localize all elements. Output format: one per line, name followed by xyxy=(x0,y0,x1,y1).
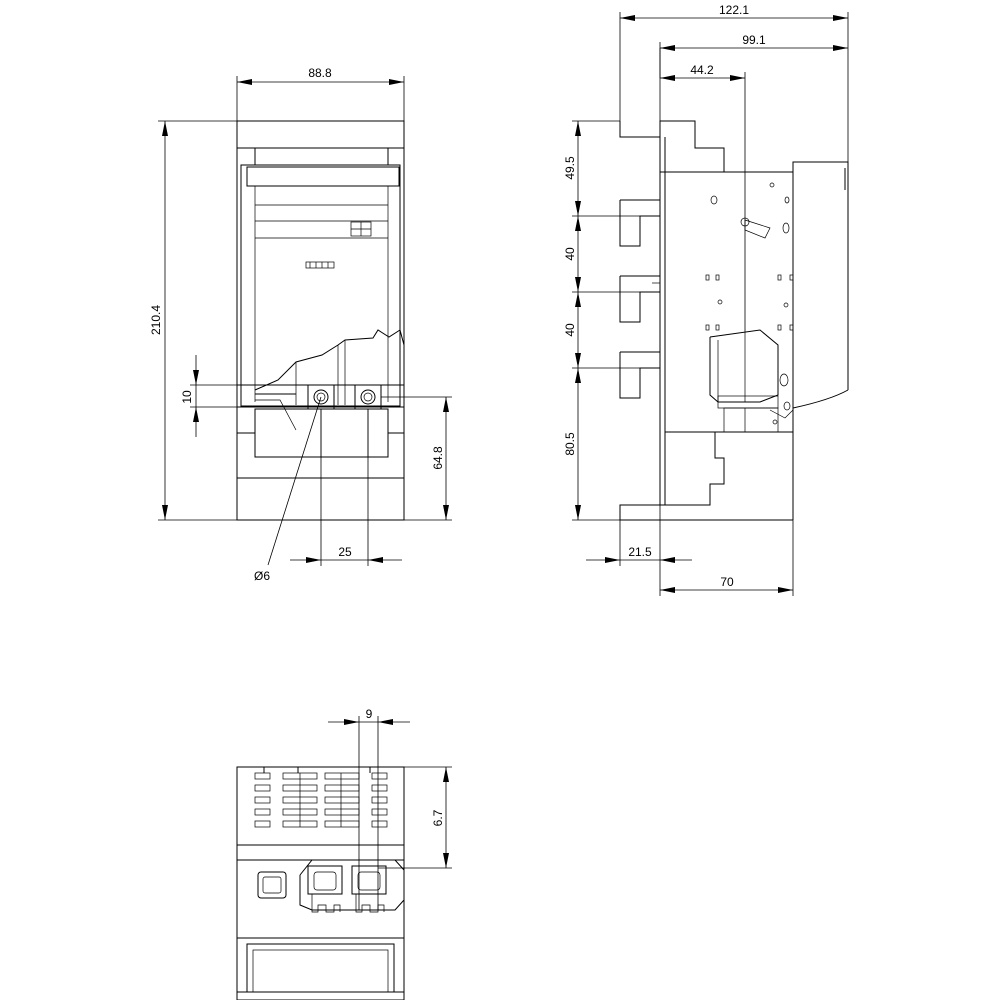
connector-left xyxy=(258,872,286,898)
dim-terminal-width: 9 xyxy=(365,707,373,721)
front-view xyxy=(237,121,404,520)
front-housing-outline xyxy=(237,121,404,520)
dim-overall-depth: 122.1 xyxy=(718,3,750,17)
side-view xyxy=(620,121,848,520)
screw-right xyxy=(361,390,375,404)
bottom-drawer xyxy=(247,944,394,992)
dim-pitch-2: 40 xyxy=(563,323,577,337)
cover-grip xyxy=(247,167,399,186)
dim-terminal-depth: 6.7 xyxy=(431,809,445,827)
dim-rail-offset: 21.5 xyxy=(628,545,652,559)
dim-body-depth: 70 xyxy=(720,575,734,589)
bottom-view xyxy=(237,767,404,1000)
dim-pitch-bottom: 80.5 xyxy=(563,432,577,456)
dim-front-width: 88.8 xyxy=(308,66,332,80)
dim-front-height: 210.4 xyxy=(149,304,163,336)
terminal-right xyxy=(355,385,381,409)
dim-front-offset: 10 xyxy=(180,390,194,404)
dim-hole-diameter: Ø6 xyxy=(253,569,271,583)
dim-pitch-1: 40 xyxy=(563,247,577,261)
front-cover xyxy=(241,165,400,406)
dim-pitch-top: 49.5 xyxy=(563,156,577,180)
front-view-dimensions xyxy=(158,76,452,566)
dim-terminal-spacing: 25 xyxy=(338,545,352,559)
dim-depth-to-handle: 44.2 xyxy=(690,63,714,77)
dimension-labels xyxy=(149,3,766,826)
vent-slots xyxy=(255,773,387,827)
dim-depth-to-cover: 99.1 xyxy=(742,33,766,47)
side-view-dimensions xyxy=(572,12,848,596)
bottom-housing-outline xyxy=(237,767,404,1000)
dim-terminal-height: 64.8 xyxy=(431,446,445,470)
